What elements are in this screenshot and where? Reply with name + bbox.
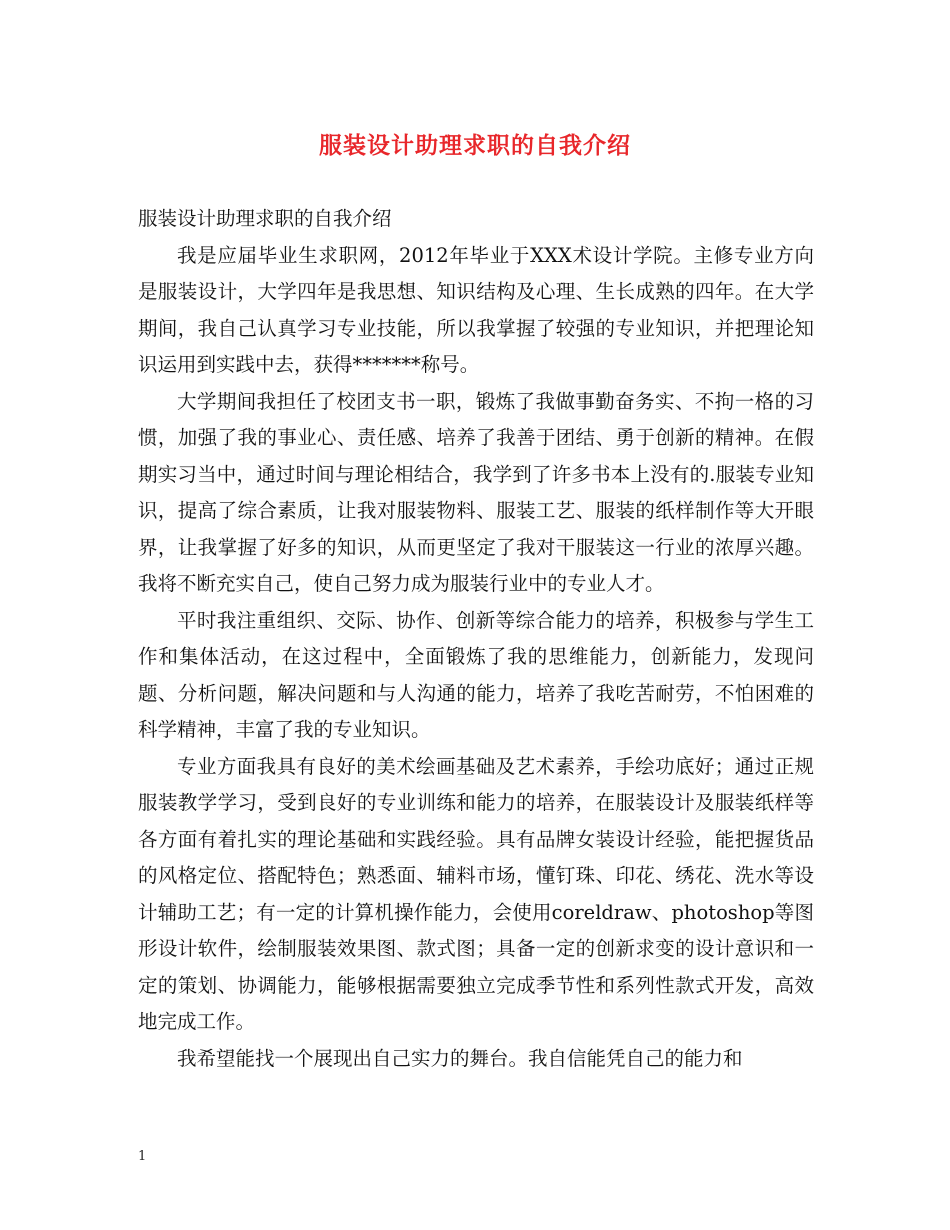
- document-title: 服装设计助理求职的自我介绍: [319, 132, 631, 159]
- paragraph-hope: 我希望能找一个展现出自己实力的舞台。我自信能凭自己的能力和: [177, 1046, 743, 1070]
- paragraph-professional: 专业方面我具有良好的美术绘画基础及艺术素养，手绘功底好；通过正规服装教学学习，受到良好的专业训练和能力的培养，在服装设计及服装纸样等各方面有着扎实的理论基础和实践经验。具有品牌女装设计经验，能把握货品的风格定位、搭配特色；熟悉面、辅料市场，懂钉珠、印花、绣花、洗水等设计辅助工艺；有一定的计算机操作能力，会使用coreldraw、photoshop等图形设计软件，绘制服装效果图、款式图；具备一定的创新求变的设计意识和一定的策划、协调能力，能够根据需要独立完成季节性和系列性款式开发，高效地完成工作。: [138, 754, 814, 1033]
- paragraph-intro: 我是应届毕业生求职网，2012年毕业于XXX术设计学院。主修专业方向是服装设计，大学四年是我思想、知识结构及心理、生长成熟的四年。在大学期间，我自己认真学习专业技能，所以我掌握了较强的专业知识，并把理论知识运用到实践中去，获得*******称号。: [138, 243, 814, 376]
- paragraph-abilities: 平时我注重组织、交际、协作、创新等综合能力的培养，积极参与学生工作和集体活动，在这过程中，全面锻炼了我的思维能力，创新能力，发现问题、分析问题，解决问题和与人沟通的能力，培养了我吃苦耐劳，不怕困难的科学精神，丰富了我的专业知识。: [138, 608, 814, 741]
- document-body: [138, 201, 814, 1077]
- paragraph-university: 大学期间我担任了校团支书一职，锻炼了我做事勤奋务实、不拘一格的习惯，加强了我的事业心、责任感、培养了我善于团结、勇于创新的精神。在假期实习当中，通过时间与理论相结合，我学到了许多书本上没有的.服装专业知识，提高了综合素质，让我对服装物料、服装工艺、服装的纸样制作等大开眼界，让我掌握了好多的知识，从而更坚定了我对干服装这一行业的浓厚兴趣。我将不断充实自己，使自己努力成为服装行业中的专业人才。: [138, 389, 814, 595]
- page-number: 1: [138, 1149, 147, 1164]
- document-subtitle: 服装设计助理求职的自我介绍: [138, 207, 392, 230]
